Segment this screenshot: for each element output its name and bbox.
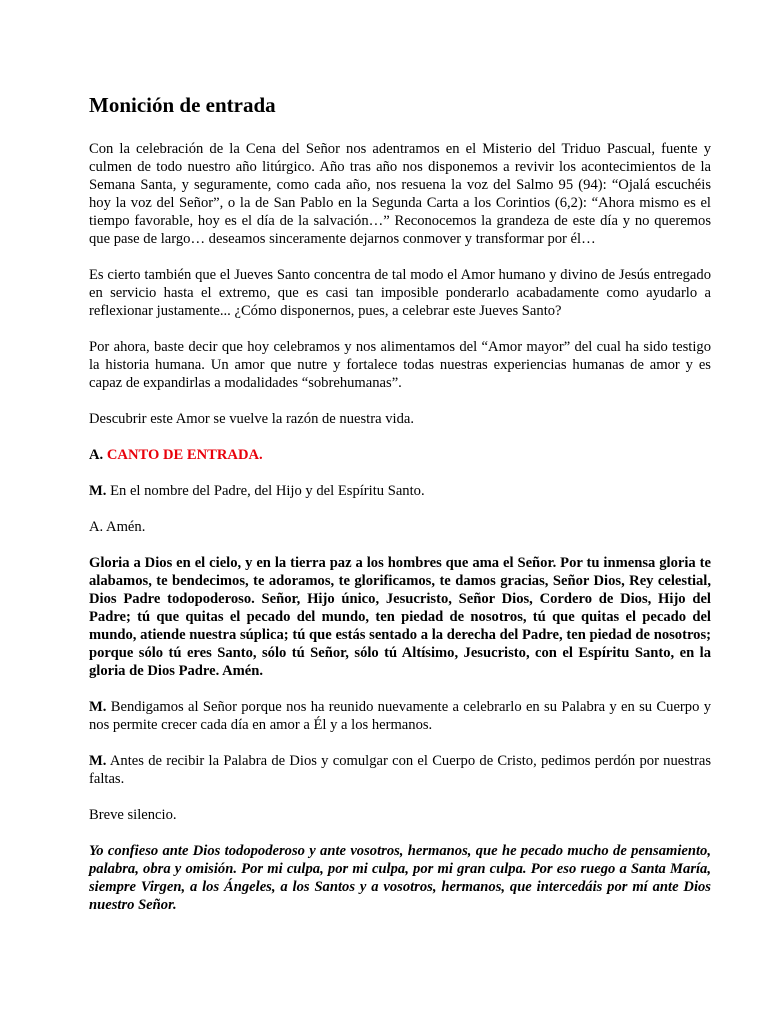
minister-marker: M.	[89, 753, 107, 769]
minister-marker: M.	[89, 483, 107, 499]
canto-label: CANTO DE ENTRADA.	[106, 447, 263, 463]
minister-line-2	[89, 698, 711, 734]
canto-entrada-line	[89, 446, 711, 464]
minister-marker: M.	[89, 699, 107, 715]
minister-text: Bendigamos al Señor porque nos ha reunido nuevamente a celebrarlo en su Palabra y en su Cuerpo y nos permite crecer cada día en amor a Él y a los hermanos.	[89, 699, 711, 733]
assembly-amen: A. Amén.	[89, 519, 146, 535]
minister-text: Antes de recibir la Palabra de Dios y comulgar con el Cuerpo de Cristo, pedimos perdón por nuestras faltas.	[89, 753, 712, 787]
paragraph-descubrir: Descubrir este Amor se vuelve la razón de nuestra vida.	[89, 411, 414, 427]
minister-line-1	[89, 482, 711, 500]
gloria-prayer: Gloria a Dios en el cielo, y en la tierra paz a los hombres que ama el Señor. Por tu inmensa gloria te alabamos, te bendecimos, te adoramos, te glorificamos, te damos gracias, Señor Dios, Rey celestial, Dios Padre todopoderoso. Señor, Hijo único, Jesucristo, Señor Dios, Cordero de Dios, Hijo del Padre; tú que quitas el pecado del mundo, ten piedad de nosotros, tú que quitas el pecado del mundo, atiende nuestra súplica; tú que estás sentado a la derecha del Padre, ten piedad de nosotros; porque sólo tú eres Santo, sólo tú Señor, sólo tú Altísimo, Jesucristo, con el Espíritu Santo, en la gloria de Dios Padre. Amén.	[89, 555, 711, 679]
paragraph-amor-mayor: Por ahora, baste decir que hoy celebramos y nos alimentamos del “Amor mayor” del cual ha sido testigo la historia humana. Un amor que nutre y fortalece todas nuestras experiencias humanas de amor y es capaz de expandirlas a modalidades “sobrehumanas”.	[89, 339, 711, 391]
breve-silencio: Breve silencio.	[89, 807, 177, 823]
canto-marker: A.	[89, 447, 104, 463]
confiteor-prayer: Yo confieso ante Dios todopoderoso y ante vosotros, hermanos, que he pecado mucho de pensamiento, palabra, obra y omisión. Por mi culpa, por mi culpa, por mi gran culpa. Por eso ruego a Santa María, siempre Virgen, a los Ángeles, a los Santos y a vosotros, hermanos, que intercedáis por mí ante Dios nuestro Señor.	[89, 843, 711, 913]
minister-line-3	[89, 752, 711, 788]
minister-text: En el nombre del Padre, del Hijo y del Espíritu Santo.	[110, 483, 425, 499]
page-title: Monición de entrada	[89, 93, 276, 117]
paragraph-intro: Con la celebración de la Cena del Señor nos adentramos en el Misterio del Triduo Pascual, fuente y culmen de todo nuestro año litúrgico. Año tras año nos disponemos a revivir los acontecimientos de la Semana Santa, y seguramente, como cada año, nos resuena la voz del Salmo 95 (94): “Ojalá escuchéis hoy la voz del Señor”, o la de San Pablo en la Segunda Carta a los Corintios (6,2): “Ahora mismo es el tiempo favorable, hoy es el día de la salvación…” Reconocemos la grandeza de este día y no queremos que pase de largo… deseamos sinceramente dejarnos conmover y transformar por él…	[89, 141, 711, 247]
paragraph-jueves-santo: Es cierto también que el Jueves Santo concentra de tal modo el Amor humano y divino de Jesús entregado en servicio hasta el extremo, que es casi tan imposible ponderarlo acabadamente como ayudarlo a reflexionar justamente... ¿Cómo disponernos, pues, a celebrar este Jueves Santo?	[89, 267, 711, 319]
